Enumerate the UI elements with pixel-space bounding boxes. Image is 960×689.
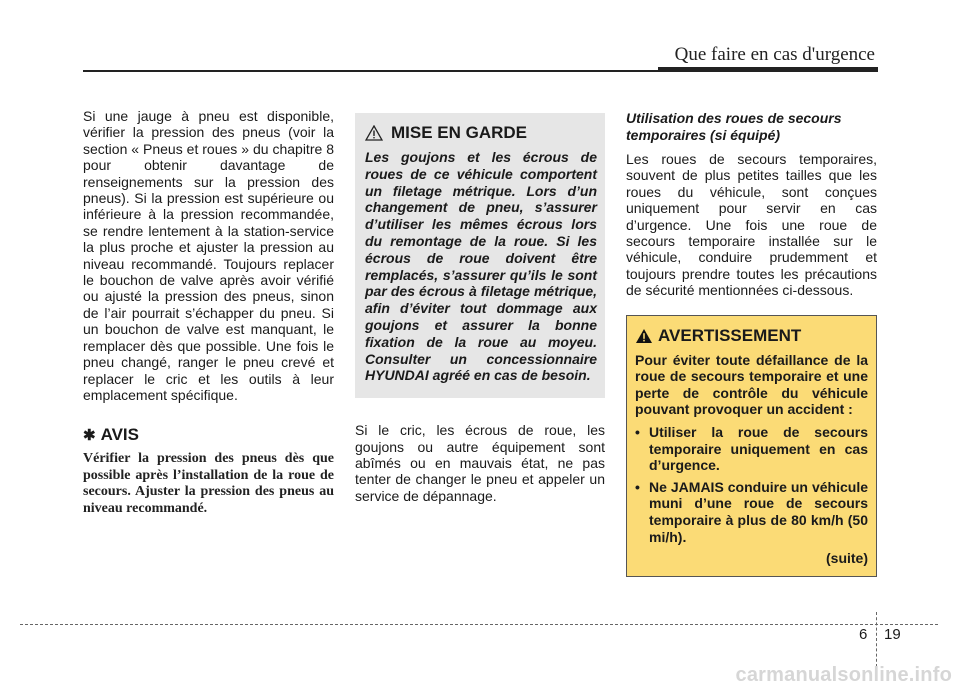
warning-triangle-icon <box>635 328 653 344</box>
warning-list-item: • Ne JAMAIS conduire un véhicule muni d’une roue de secours temporaire à plus de 80 km/h (50 mi/h). <box>635 479 868 545</box>
avis-text: Vérifier la pression des pneus dès que possible après l’installation de la roue de secours. Ajuster la pression des pneus au niveau recommandé. <box>83 451 334 516</box>
warning-title: AVERTISSEMENT <box>658 325 802 345</box>
spare-wheel-subheading: Utilisation des roues de secours temporaires (si équipé) <box>626 110 842 143</box>
caution-text: Les goujons et les écrous de roues de ce véhicule comportent un filetage métrique. Lors d’un changement de pneu, s’assurer d’utiliser les mêmes écrous lors du remontage de la roue. Si les écrous de roue doivent être remplacés, s’assurer qu’ils le sont par des écrous à filetage métrique, afin d’éviter tout dommage aux goujons et assurer la bonne fixation de la roue au moyeu. Consulter un concessionnaire HYUNDAI agréé en cas de besoin. <box>365 149 597 384</box>
page-number: 19 <box>884 626 901 643</box>
page-header-title: Que faire en cas d'urgence <box>674 44 875 65</box>
caution-title: MISE EN GARDE <box>391 123 528 142</box>
asterisk-icon: ✱ <box>83 427 96 445</box>
warning-list-item: • Utiliser la roue de secours temporaire uniquement en cas d’urgence. <box>635 424 868 474</box>
section-number: 6 <box>859 626 868 643</box>
caution-heading <box>365 123 597 143</box>
column-middle <box>355 113 605 504</box>
spare-wheel-paragraph: Les roues de secours temporaires, souvent de plus petites tailles que les roues du véhicule, sont conçues uniquement pour servir en cas d’urgence. Une fois une roue de secours temporaire installée sur le véhicule, conduire prudemment et toujours prendre toutes les précautions de sécurité mentionnées ci-dessous. <box>626 151 877 299</box>
jack-paragraph: Si le cric, les écrous de roue, les goujons ou autre équipement sont abîmés ou en mauvais état, ne pas tenter de changer le pneu et appeler un service de dépannage. <box>355 422 605 504</box>
tire-pressure-paragraph: Si une jauge à pneu est disponible, vérifier la pression des pneus (voir la section « Pneus et roues » du chapitre 8 pour obtenir davantage de renseignements sur la pression des pneus). Si la pression est supérieure ou inférieure à la pression recommandée, se rendre lentement à la station-service la plus proche et ajuster la pression au niveau recommandé. Toujours replacer le bouchon de valve après avoir vérifié ou ajusté la pression des pneus, sinon de l’air pourrait s’échapper du pneu. Si un bouchon de valve est manquant, le remplacer dès que possible. Une fois le pneu changé, ranger le pneu crevé et replacer le cric et les outils à leur emplacement spécifique. <box>83 108 334 403</box>
avis-title: AVIS <box>100 425 139 445</box>
column-left <box>83 108 334 517</box>
header-rule-accent <box>658 67 878 72</box>
column-right <box>626 110 877 577</box>
footer-divider <box>20 624 938 625</box>
caution-box <box>355 113 605 398</box>
warning-triangle-icon <box>365 125 383 141</box>
warning-intro: Pour éviter toute défaillance de la roue de secours temporaire et une perte de contrôle du véhicule pouvant provoquer un accident : <box>635 351 868 418</box>
warning-box <box>626 315 877 578</box>
warning-heading <box>635 326 868 346</box>
footer-vertical-divider <box>876 612 877 667</box>
warning-list <box>635 424 868 545</box>
avis-heading <box>83 425 334 445</box>
continued-label: (suite) <box>826 550 868 567</box>
watermark: carmanualsonline.info <box>735 664 952 686</box>
